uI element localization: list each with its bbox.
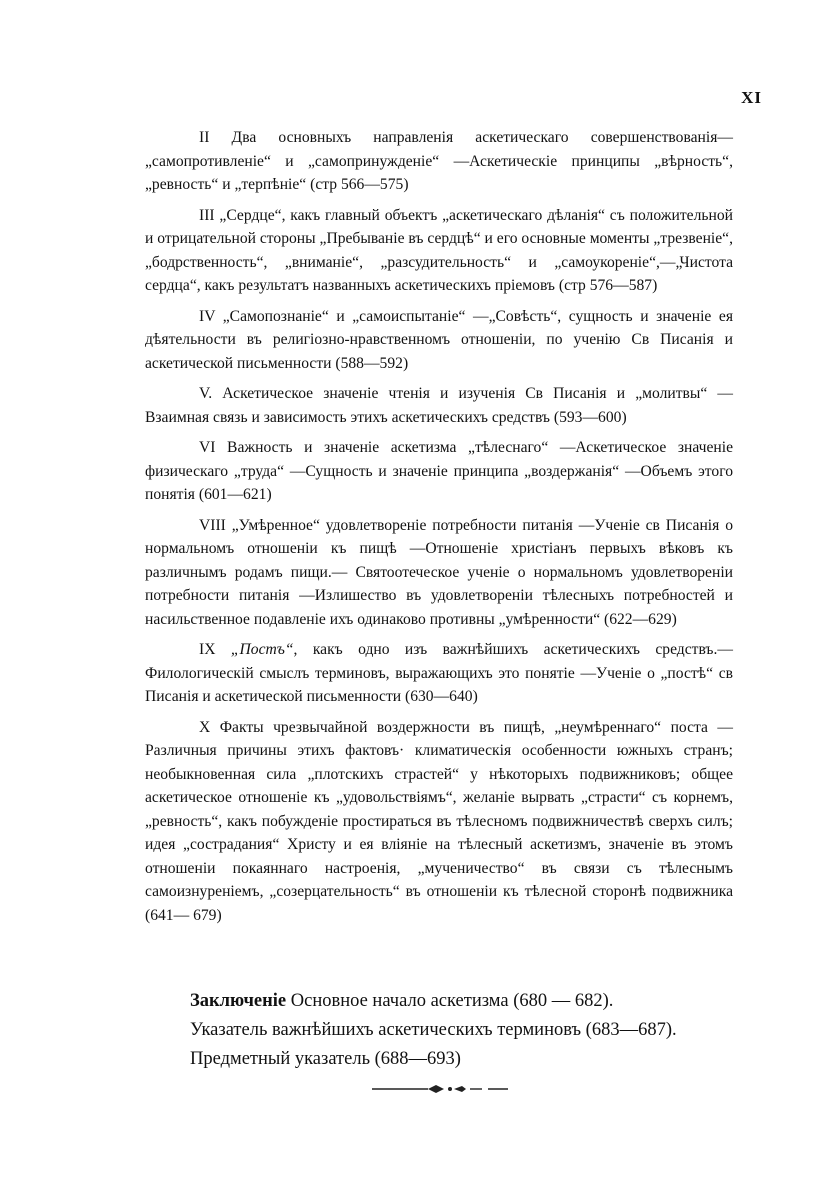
ornament-divider-icon xyxy=(370,1082,510,1096)
page-number: XI xyxy=(741,88,762,107)
section-numeral: II xyxy=(199,129,210,146)
section-text: „Самопознаніе“ и „самоиспытаніе“ —„Совѣсть“, сущность и значеніе ея дѣятельности въ религіозно-нравственномъ отношеніи, по ученію Св Писанія и аскетической письменности (588—592) xyxy=(145,307,733,372)
section-text: , какъ одно изъ важнѣйшихъ аскетическихъ средствъ.— Филологическій смыслъ терминовъ, выражающихъ это понятіе —Ученіе о „постѣ“ св Писанія и аскетической письменности (630—640) xyxy=(145,641,733,705)
toc-section-2 xyxy=(145,126,733,197)
conclusion-block xyxy=(190,987,750,1074)
section-numeral: VI xyxy=(199,439,216,456)
section-numeral: IV xyxy=(199,307,216,325)
section-numeral: X xyxy=(199,718,211,736)
section-numeral: IX xyxy=(199,641,216,658)
section-text: Два основныхъ направленія аскетическаго совершенствованія—„самопротивленіе“ и „самопринужденіе“ —Аскетическіе принципы „вѣрность“, „ревность“ и „терпѣніе“ (стр 566—575) xyxy=(145,129,733,193)
section-numeral: III xyxy=(199,206,215,224)
conclusion-line xyxy=(190,987,750,1016)
section-italic-term: „Постъ“ xyxy=(230,641,294,658)
section-text: „Сердце“, какъ главный объектъ „аскетическаго дѣланія“ съ положительной и отрицательной стороны „Пребываніе въ сердцѣ“ и его основные моменты „трезвеніе“, „бодрственность“, „вниманіе“, „разсудительность“ и „самоукореніе“,—„Чистота сердца“, какъ результатъ названныхъ аскетическихъ пріемовъ (стр 576—587) xyxy=(145,206,733,294)
subject-index-line: Предметный указатель (688—693) xyxy=(190,1049,461,1069)
section-numeral: VIII xyxy=(199,516,226,534)
section-text: Аскетическое значеніе чтенія и изученія Св Писанія и „молитвы“ —Взаимная связь и зависимость этихъ аскетическихъ средствъ (593—600) xyxy=(145,385,733,426)
table-of-contents xyxy=(145,126,733,934)
toc-section-10 xyxy=(145,716,733,928)
toc-section-8 xyxy=(145,514,733,632)
index-terms-line: Указатель важнѣйшихъ аскетическихъ терминовъ (683—687). xyxy=(190,1020,677,1040)
toc-section-5 xyxy=(145,382,733,429)
conclusion-text: Основное начало аскетизма (680 — 682). xyxy=(286,991,614,1011)
toc-section-4 xyxy=(145,305,733,376)
toc-section-3 xyxy=(145,204,733,298)
section-text: Факты чрезвычайной воздержности въ пищѣ, „неумѣреннаго“ поста —Различныя причины этихъ фактовъ· климатическія особенности южныхъ странъ; необыкновенная сила „плотскихъ страстей“ у нѣкоторыхъ подвижниковъ; общее аскетическое отношеніе къ „удовольствіямъ“, желаніе вырвать „страсти“ съ корнемъ, „ревность“, какъ побужденіе простираться въ тѣлесномъ подвижничествѣ сверхъ силъ; идея „сострадания“ Христу и ея вліяніе на тѣлесный аскетизмъ, значеніе въ этомъ отношеніи покаяннаго настроенія, „мученичество“ въ связи съ тѣлеснымъ самоизнуреніемъ, „созерцательность“ въ отношеніи къ тѣлесной сторонѣ подвижника (641— 679) xyxy=(145,718,733,924)
conclusion-label: Заключеніе xyxy=(190,991,287,1011)
section-text: „Умѣренное“ удовлетвореніе потребности питанія —Ученіе св Писанія о нормальномъ отношеніи къ пищѣ —Отношеніе христіанъ первыхъ вѣковъ къ различнымъ родамъ пищи.— Святоотеческое ученіе о нормальномъ удовлетвореніи потребности питанія —Излишество въ удовлетвореніи тѣлесныхъ потребностей и насильственное подавленіе ихъ одинаково противны „умѣренности“ (622—629) xyxy=(145,516,733,628)
section-text: Важность и значеніе аскетизма „тѣлеснаго“ —Аскетическое значеніе физическаго „труда“ —Сущность и значеніе принципа „воздержанія“ —Объемъ этого понятія (601—621) xyxy=(145,439,733,503)
toc-section-6 xyxy=(145,436,733,507)
section-numeral: V. xyxy=(199,385,213,402)
toc-section-9 xyxy=(145,638,733,709)
